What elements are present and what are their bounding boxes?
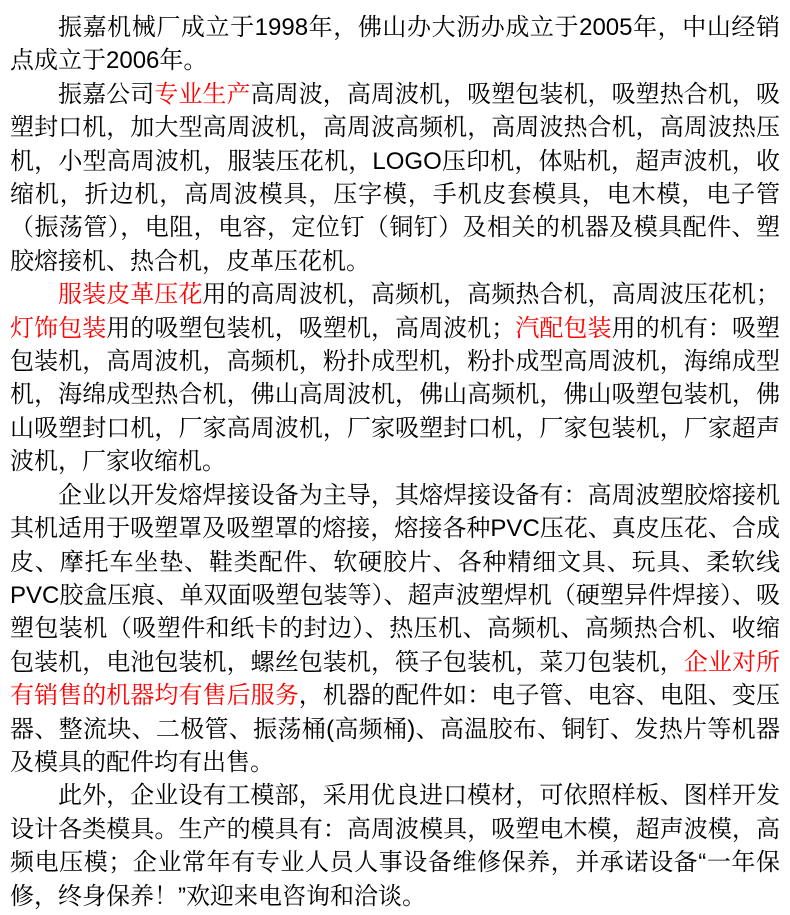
paragraph-2 <box>10 78 780 278</box>
text-run: 振嘉机械厂成立于1998年，佛山办大沥办成立于2005年，中山经销点成立于2006年。 <box>10 14 780 75</box>
text-run: 用的机有：吸塑包装机，高周波机，高频机，粉扑成型机，粉扑成型高周波机，海绵成型机，海绵成型热合机，佛山高周波机，佛山高频机，佛山吸塑包装机，佛山吸塑封口机，厂家高周波机，厂家吸塑封口机，厂家包装机，厂家超声波机，厂家收缩机。 <box>10 314 781 476</box>
highlighted-text: 汽配包装 <box>515 314 612 342</box>
highlighted-text: 专业生产 <box>154 80 251 108</box>
text-run: 用的高周波机，高频机，高频热合机，高周波压花机； <box>202 281 781 309</box>
highlighted-text: 灯饰包装 <box>10 314 107 342</box>
highlighted-text: 服装皮革压花 <box>58 281 203 309</box>
text-run: 用的吸塑包装机，吸塑机，高周波机； <box>106 314 516 342</box>
highlighted-text: 企业对所有销售的机器均有售后服务 <box>10 648 781 710</box>
text-run: 高周波，高周波机，吸塑包装机，吸塑热合机，吸塑封口机，加大型高周波机，高周波高频机，高周波热合机，高周波热压机，小型高周波机，服装压花机，LOGO压印机，体贴机，超声波机，收缩机，折边机，高周波模具，压字模，手机皮套模具，电木模，电子管（振荡管），电阻，电容，定位钉（铜钉）及相关的机器及模具配件、塑胶熔接机、热合机，皮革压花机。 <box>10 80 781 275</box>
text-run: 企业以开发熔焊接设备为主导，其熔焊接设备有：高周波塑胶熔接机其机适用于吸塑罩及吸塑罩的熔接，熔接各种PVC压花、真皮压花、合成皮、摩托车坐垫、鞋类配件、软硬胶片、各种精细文具、玩具、柔软线PVC胶盒压痕、单双面吸塑包装等）、超声波塑焊机（硬塑异件焊接）、吸塑包装机（吸塑件和纸卡的封边）、热压机、高频机、高频热合机、收缩包装机，电池包装机，螺丝包装机，筷子包装机，菜刀包装机， <box>10 481 780 676</box>
paragraph-1 <box>10 11 780 78</box>
text-run: 振嘉公司 <box>58 80 155 108</box>
paragraph-5 <box>10 779 780 913</box>
paragraph-4 <box>10 479 780 780</box>
text-run: 此外，企业设有工模部，采用优良进口模材，可依照样板、图样开发设计各类模具。生产的模具有：高周波模具，吸塑电木模，超声波模，高频电压模；企业常年有专业人员人事设备维修保养，并承诺设备“一年保修，终身保养！”欢迎来电咨询和洽谈。 <box>10 782 780 910</box>
paragraph-3 <box>10 278 780 478</box>
paragraph-list <box>10 11 780 913</box>
text-run: ，机器的配件如：电子管、电容、电阻、变压器、整流块、二极管、振荡桶(高频桶)、高温胶布、铜钉、发热片等机器及模具的配件均有出售。 <box>10 682 781 776</box>
